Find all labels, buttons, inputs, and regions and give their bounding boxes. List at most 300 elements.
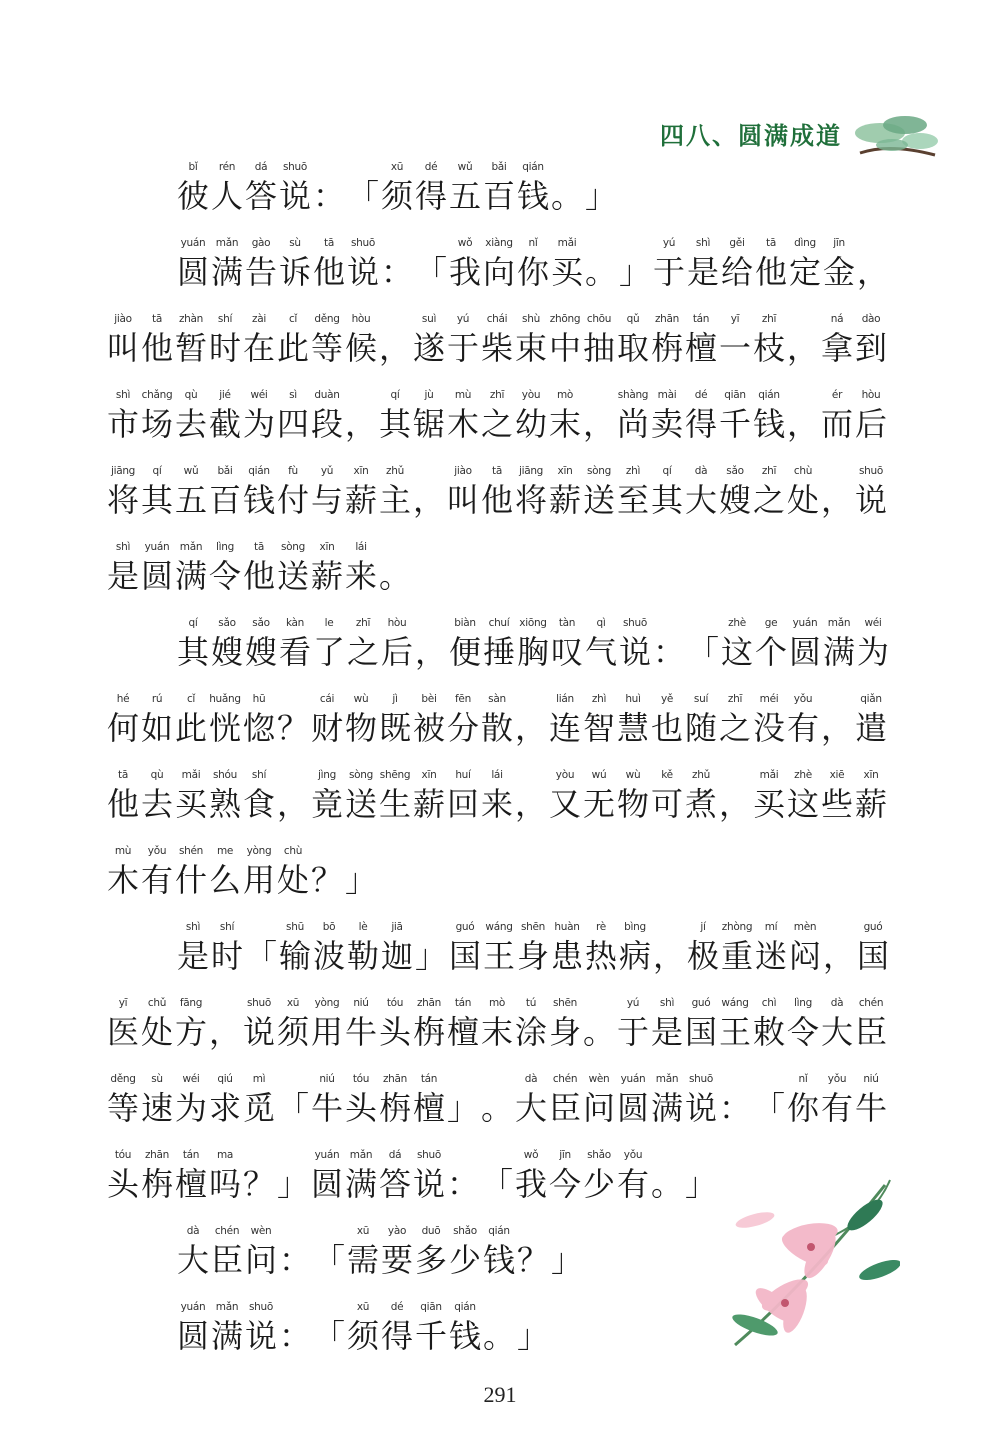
ruby-char [684,310,718,368]
pinyin: wèn [250,1225,272,1237]
hanzi: 牛 [854,1089,887,1127]
hanzi: 候 [344,329,377,367]
ruby-char [346,1222,380,1280]
hanzi: 说 [346,253,379,291]
ruby-char [208,1070,242,1128]
hanzi: 钱 [516,177,549,215]
hanzi: 栴 [378,1089,411,1127]
hanzi: 满 [650,1089,683,1127]
text-line [176,614,890,672]
hanzi: 觅 [242,1089,275,1127]
ruby-char [684,994,718,1052]
ruby-char [278,1222,312,1280]
pinyin: chén [214,1225,240,1237]
hanzi: ？ [276,709,309,747]
ruby-char [208,1146,242,1204]
hanzi: 五 [174,481,207,519]
hanzi: 时 [208,329,241,367]
ruby-char [788,234,822,292]
pinyin: qiú [217,1073,233,1085]
hanzi: 叫 [106,329,139,367]
pinyin: shì [659,997,675,1009]
hanzi: 多 [414,1241,447,1279]
ruby-char [718,1070,752,1128]
hanzi: 你 [786,1089,819,1127]
pinyin: yòng [246,845,272,857]
ruby-char [480,386,514,444]
pinyin: dà [186,1225,200,1237]
hanzi: 截 [208,405,241,443]
hanzi: 是 [650,1013,683,1051]
hanzi: 末 [548,405,581,443]
hanzi: 圆 [140,557,173,595]
ruby-char [856,234,890,292]
ruby-char [446,690,480,748]
pinyin: chén [552,1073,578,1085]
pinyin: shuō [688,1073,713,1085]
hanzi: 于 [616,1013,649,1051]
ruby-char [106,766,140,824]
ruby-char [378,766,412,824]
pinyin: jiāng [518,465,544,477]
pinyin: děng [314,313,340,325]
pinyin: yuán [620,1073,646,1085]
hanzi: 。 [378,557,411,595]
hanzi: 五 [448,177,481,215]
pinyin: huàn [554,921,580,933]
pinyin: tóu [352,1073,370,1085]
pinyin: huǎng [209,693,241,705]
hanzi: 可 [650,785,683,823]
ruby-char [412,1070,446,1128]
hanzi: 四 [276,405,309,443]
ruby-char [378,994,412,1052]
ruby-char [446,386,480,444]
ruby-char [856,614,890,672]
ruby-char [312,234,346,292]
ruby-char [820,690,854,748]
ruby-char [344,842,378,900]
hanzi: 在 [242,329,275,367]
hanzi: 「 [244,937,277,975]
hanzi: 竟 [310,785,343,823]
ruby-char [584,158,618,216]
pinyin: yú [662,237,676,249]
pinyin: yǒu [793,693,813,705]
ruby-char [548,386,582,444]
ruby-char [106,310,140,368]
hanzi: 百 [482,177,515,215]
hanzi: 说 [242,1013,275,1051]
hanzi: 圆 [176,1317,209,1355]
pinyin: hòu [351,313,371,325]
pinyin: mǎn [827,617,851,629]
ruby-char [140,538,174,596]
hanzi: 主 [378,481,411,519]
ruby-char [310,538,344,596]
hanzi: 「 [276,1089,309,1127]
pinyin: zài [252,313,266,325]
pinyin: dà [524,1073,538,1085]
hanzi: 大 [176,1241,209,1279]
ruby-char [310,994,344,1052]
hanzi: 买 [174,785,207,823]
hanzi: 」 [344,861,377,899]
pinyin: cǐ [186,693,196,705]
hanzi: 「 [312,1241,345,1279]
ruby-char [208,462,242,520]
pinyin: wáng [721,997,749,1009]
ruby-char [140,1070,174,1128]
hanzi: 。 [582,1013,615,1051]
hanzi: 遣 [854,709,887,747]
pinyin: tán [692,313,710,325]
pinyin: qiān [420,1301,442,1313]
ruby-char [378,386,412,444]
hanzi: 」 [584,177,617,215]
hanzi: 王 [718,1013,751,1051]
hanzi: 看 [278,633,311,671]
ruby-char [550,1222,584,1280]
ruby-char [106,1146,140,1204]
hanzi: 头 [344,1089,377,1127]
ruby-char [616,766,650,824]
hanzi: 于 [652,253,685,291]
pinyin: xū [390,161,404,173]
pinyin: jiào [114,313,132,325]
ruby-char [106,690,140,748]
ruby-char [174,1146,208,1204]
hanzi: 百 [208,481,241,519]
pinyin: mǎn [349,1149,373,1161]
pinyin: shí [251,769,267,781]
pinyin: zhī [355,617,371,629]
ruby-char [310,386,344,444]
hanzi: 诉 [278,253,311,291]
ruby-char [346,918,380,976]
hanzi: 胸 [516,633,549,671]
hanzi: 说 [278,177,311,215]
ruby-char [208,690,242,748]
ruby-char [412,1146,446,1204]
ruby-char [822,918,856,976]
ruby-char [584,614,618,672]
hanzi: 栴 [412,1013,445,1051]
ruby-char [548,766,582,824]
hanzi: 波 [312,937,345,975]
hanzi: 圆 [616,1089,649,1127]
hanzi: 满 [174,557,207,595]
pinyin: yǒu [623,1149,643,1161]
pinyin: qí [152,465,162,477]
pinyin: shuō [248,1301,273,1313]
ruby-char [106,994,140,1052]
pinyin: lián [556,693,574,705]
ruby-char [244,918,278,976]
ruby-char [448,1222,482,1280]
pinyin: biàn [454,617,476,629]
hanzi: 钱 [482,1241,515,1279]
ruby-char [244,234,278,292]
pinyin: dá [254,161,268,173]
hanzi: ， [820,709,853,747]
ruby-char [412,310,446,368]
ruby-char [480,310,514,368]
ruby-char [174,386,208,444]
ruby-char [140,766,174,824]
hanzi: 」 [550,1241,583,1279]
pinyin: fù [288,465,298,477]
ruby-char [686,234,720,292]
pinyin: bèi [421,693,437,705]
pinyin: tā [324,237,334,249]
ruby-char [822,614,856,672]
hanzi: ， [856,253,889,291]
ruby-char [140,462,174,520]
pinyin: yú [456,313,470,325]
hanzi: 」 [276,1165,309,1203]
hanzi: ， [378,329,411,367]
pinyin: mì [252,1073,266,1085]
ruby-char [650,386,684,444]
hanzi: 「 [414,253,447,291]
hanzi: 满 [344,1165,377,1203]
hanzi: 送 [582,481,615,519]
hanzi: ， [276,785,309,823]
ruby-char [242,842,276,900]
ruby-char [346,158,380,216]
pinyin: suì [421,313,437,325]
pinyin: bō [322,921,336,933]
pinyin: jiāng [110,465,136,477]
hanzi: 檀 [684,329,717,367]
pinyin: ér [831,389,843,401]
ruby-char [582,766,616,824]
ruby-char [718,462,752,520]
ruby-char [652,614,686,672]
ruby-char [718,310,752,368]
ruby-char [686,614,720,672]
pinyin: tán [454,997,472,1009]
hanzi: 末 [480,1013,513,1051]
ruby-char [344,994,378,1052]
ruby-char [684,766,718,824]
pinyin: guó [691,997,711,1009]
hanzi: 食 [242,785,275,823]
ruby-char [652,234,686,292]
hanzi: 惚 [242,709,275,747]
ruby-char [346,234,380,292]
pinyin: děng [110,1073,136,1085]
hanzi: 须 [380,177,413,215]
hanzi: 说 [684,1089,717,1127]
hanzi: ？ [242,1165,275,1203]
hanzi: ， [786,405,819,443]
hanzi: ： [652,633,685,671]
hanzi: 是 [686,253,719,291]
ruby-char [344,462,378,520]
hanzi: 没 [752,709,785,747]
hanzi: 说 [618,633,651,671]
hanzi: 物 [344,709,377,747]
text-line [106,842,378,900]
ruby-char [582,690,616,748]
hanzi: 头 [106,1165,139,1203]
pinyin: yī [730,313,740,325]
hanzi: 他 [242,557,275,595]
pinyin: yǔ [320,465,334,477]
pinyin: mǎn [655,1073,679,1085]
pinyin: wèn [588,1073,610,1085]
hanzi: 之 [480,405,513,443]
hanzi: 个 [754,633,787,671]
hanzi: 迷 [754,937,787,975]
ruby-char [480,766,514,824]
pinyin: fēn [455,693,471,705]
hanzi: 圆 [176,253,209,291]
hanzi: 方 [174,1013,207,1051]
hanzi: 得 [684,405,717,443]
text-line [176,158,618,216]
hanzi: 之 [346,633,379,671]
ruby-char [276,1070,310,1128]
hanzi: 有 [616,1165,649,1203]
hanzi: ： [446,1165,479,1203]
pinyin: dé [390,1301,404,1313]
ruby-char [582,386,616,444]
pinyin: tā [766,237,776,249]
pinyin: sì [289,389,297,401]
hanzi: 求 [208,1089,241,1127]
pinyin: sù [151,1073,163,1085]
pinyin: qí [662,465,672,477]
pinyin: qiǎn [860,693,882,705]
pinyin: shuō [246,997,271,1009]
hanzi: 令 [786,1013,819,1051]
ruby-char [550,918,584,976]
ruby-char [312,918,346,976]
pinyin: yòng [314,997,340,1009]
ruby-char [208,386,242,444]
hanzi: 又 [548,785,581,823]
pinyin: ná [830,313,844,325]
hanzi: 彼 [176,177,209,215]
pinyin: yǒu [827,1073,847,1085]
ruby-char [242,690,276,748]
ruby-char [380,158,414,216]
pinyin: wǔ [457,161,473,173]
ruby-char [106,1070,140,1128]
ruby-char [616,310,650,368]
hanzi: 「 [346,177,379,215]
ruby-char [310,462,344,520]
pinyin: méi [759,693,779,705]
hanzi: 牛 [310,1089,343,1127]
ruby-char [480,690,514,748]
text-line [176,234,890,292]
ruby-char [346,1298,380,1356]
hanzi: 」 [446,1089,479,1127]
pinyin: mò [556,389,574,401]
ruby-char [482,1298,516,1356]
ruby-char [582,1070,616,1128]
pinyin: ma [216,1149,234,1161]
pinyin: shù [522,313,540,325]
pinyin: zhī [489,389,505,401]
hanzi: 定 [788,253,821,291]
ruby-char [208,766,242,824]
ruby-char [514,1070,548,1128]
hanzi: 大 [684,481,717,519]
hanzi: 输 [278,937,311,975]
pinyin: bǎi [491,161,507,173]
pinyin: ge [764,617,778,629]
ruby-char [820,994,854,1052]
ruby-char [446,1070,480,1128]
hanzi: 用 [242,861,275,899]
pinyin: tú [525,997,537,1009]
pinyin: shuō [858,465,883,477]
text-line [106,994,888,1052]
ruby-char [480,1146,514,1204]
hanzi: 熟 [208,785,241,823]
hanzi: 时 [210,937,243,975]
pinyin: qiān [724,389,746,401]
pinyin: sǎo [218,617,236,629]
hanzi: 之 [752,481,785,519]
ruby-char [550,614,584,672]
hanzi: 拿 [820,329,853,367]
ruby-char [378,462,412,520]
ruby-char [278,918,312,976]
hanzi: 国 [448,937,481,975]
pinyin: shí [217,313,233,325]
pinyin: zhān [144,1149,170,1161]
pinyin: guó [455,921,475,933]
pinyin: dà [694,465,708,477]
ruby-char [446,1146,480,1204]
hanzi: 卖 [650,405,683,443]
pinyin: shuō [350,237,375,249]
pinyin: le [324,617,334,629]
hanzi: 牛 [344,1013,377,1051]
hanzi: 有 [786,709,819,747]
pinyin: kàn [285,617,305,629]
ruby-char [548,1146,582,1204]
hanzi: ？ [516,1241,549,1279]
ruby-char [380,614,414,672]
ruby-char [276,538,310,596]
hanzi: 告 [244,253,277,291]
pinyin: jí [700,921,706,933]
pinyin: tóu [114,1149,132,1161]
pinyin: tàn [558,617,576,629]
hanzi: ， [514,709,547,747]
pinyin: shuō [416,1149,441,1161]
hanzi: 答 [378,1165,411,1203]
ruby-char [276,1146,310,1204]
ruby-char [650,310,684,368]
pinyin: yòu [521,389,541,401]
hanzi: 圆 [788,633,821,671]
hanzi: 买 [752,785,785,823]
ruby-char [548,690,582,748]
ruby-char [786,766,820,824]
pinyin: qù [184,389,198,401]
hanzi: 叫 [446,481,479,519]
ruby-char [242,994,276,1052]
hanzi: 他 [754,253,787,291]
